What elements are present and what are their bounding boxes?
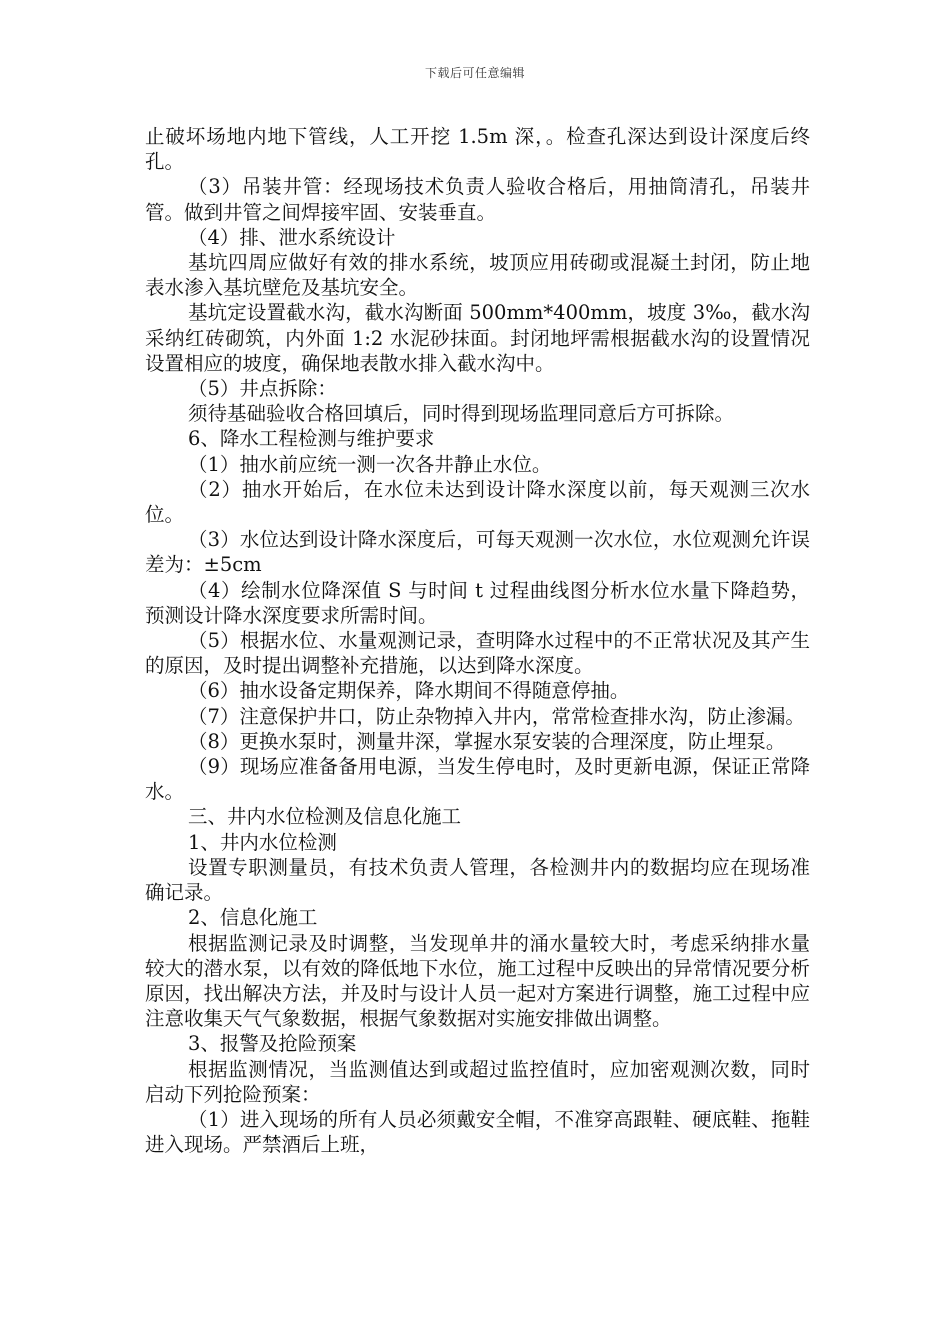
paragraph: 根据监测记录及时调整，当发现单井的涌水量较大时，考虑采纳排水量较大的潜水泵，以有效的降低地下水位，施工过程中反映出的异常情况要分析原因，找出解决方法，并及时与设计人员一起对方案进行调整，施工过程中应注意收集天气气象数据，根据气象数据对实施安排做出调整。 <box>145 931 810 1031</box>
paragraph: （4）排、泄水系统设计 <box>188 225 396 249</box>
section-heading: 三、井内水位检测及信息化施工 <box>188 805 462 829</box>
paragraph: （3）吊装井管：经现场技术负责人验收合格后，用抽筒清孔，吊装井管。做到井管之间焊接牢固、安装垂直。 <box>145 175 810 224</box>
paragraph: （6）抽水设备定期保养，降水期间不得随意停抽。 <box>188 679 630 703</box>
paragraph: （9）现场应准备备用电源，当发生停电时，及时更新电源，保证正常降水。 <box>145 755 810 804</box>
paragraph: （1）进入现场的所有人员必须戴安全帽，不准穿高跟鞋、硬底鞋、拖鞋进入现场。严禁酒后上班， <box>145 1107 810 1157</box>
paragraph: 根据监测情况，当监测值达到或超过监控值时，应加密观测次数，同时启动下列抢险预案： <box>145 1057 810 1106</box>
document-body <box>145 124 810 1157</box>
paragraph: 基坑四周应做好有效的排水系统，坡顶应用砖砌或混凝土封闭，防止地表水渗入基坑壁危及基坑安全。 <box>145 251 810 300</box>
paragraph: 基坑定设置截水沟，截水沟断面 500mm*400mm，坡度 3‰，截水沟采纳红砖砌筑，内外面 1:2 水泥砂抹面。封闭地坪需根据截水沟的设置情况设置相应的坡度，确保地表散水排入截水沟中。 <box>145 301 810 375</box>
paragraph: （7）注意保护井口，防止杂物掉入井内，常常检查排水沟，防止渗漏。 <box>188 704 805 728</box>
paragraph: （5）井点拆除： <box>188 377 337 401</box>
paragraph: （2）抽水开始后，在水位未达到设计降水深度以前，每天观测三次水位。 <box>145 477 810 527</box>
paragraph: （5）根据水位、水量观测记录，查明降水过程中的不正常状况及其产生的原因，及时提出调整补充措施，以达到降水深度。 <box>145 629 810 678</box>
paragraph: 须待基础验收合格回填后，同时得到现场监理同意后方可拆除。 <box>188 402 735 426</box>
paragraph: 止破坏场地内地下管线，人工开挖 1.5m 深，。检查孔深达到设计深度后终孔。 <box>145 125 810 174</box>
paragraph: 设置专职测量员，有技术负责人管理，各检测井内的数据均应在现场准确记录。 <box>145 855 810 905</box>
page-header: 下载后可任意编辑 <box>424 66 525 80</box>
paragraph: （1）抽水前应统一测一次各井静止水位。 <box>188 452 552 476</box>
paragraph: 6、降水工程检测与维护要求 <box>188 427 435 451</box>
subsection-heading: 3、报警及抢险预案 <box>188 1032 357 1056</box>
subsection-heading: 2、信息化施工 <box>188 906 318 930</box>
subsection-heading: 1、井内水位检测 <box>188 830 337 854</box>
paragraph: （8）更换水泵时，测量井深，掌握水泵安装的合理深度，防止埋泵。 <box>188 729 786 753</box>
paragraph: （4）绘制水位降深值 S 与时间 t 过程曲线图分析水位水量下降趋势，预测设计降水深度要求所需时间。 <box>145 578 810 627</box>
paragraph: （3）水位达到设计降水深度后，可每天观测一次水位，水位观测允许误差为：±5cm <box>145 528 810 577</box>
